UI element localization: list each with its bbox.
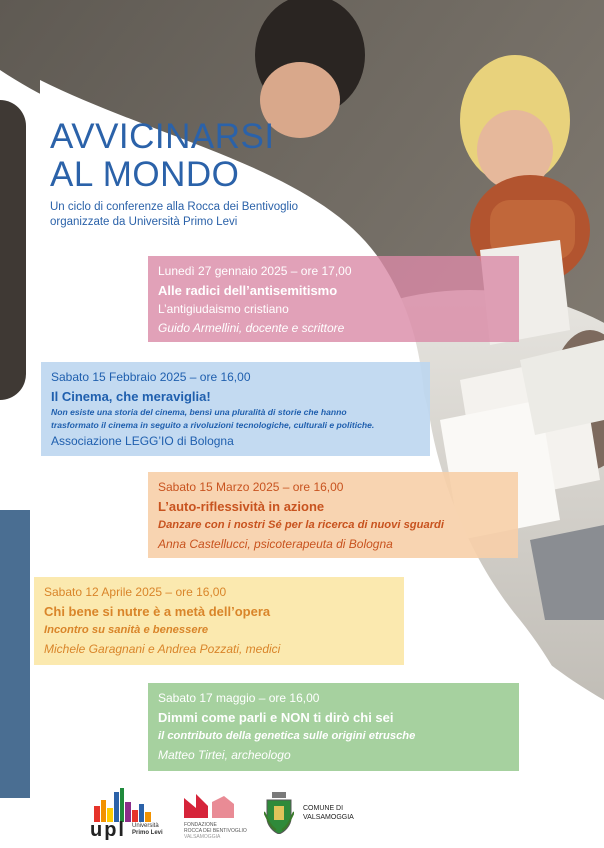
event-4-subtitle: Incontro su sanità e benessere [44,624,209,636]
event-2-title: Il Cinema, che meraviglia! [51,389,211,404]
event-box-1 [148,256,519,342]
event-2-date: Sabato 15 Febbraio 2025 – ore 16,00 [51,370,251,384]
title-line-2: AL MONDO [50,155,240,194]
event-5-date: Sabato 17 maggio – ore 16,00 [158,691,320,705]
event-4-title: Chi bene si nutre è a metà dell’opera [44,604,271,619]
event-box-4 [34,577,404,665]
event-3-date: Sabato 15 Marzo 2025 – ore 16,00 [158,480,344,494]
event-box-2 [41,362,430,456]
event-2-desc-line-2: trasformato il cinema in seguito a rivoluzioni tecnologiche, culturali e politiche. [51,420,375,430]
event-1-title: Alle radici dell’antisemitismo [158,283,338,298]
event-4-date: Sabato 12 Aprile 2025 – ore 16,00 [44,585,227,599]
left-photo-strip-bottom [0,510,30,800]
comune-text [303,804,354,822]
event-3-title: L’auto-riflessività in azione [158,499,325,514]
subtitle-line-1: Un ciclo di conferenze alla Rocca dei Bentivoglio [50,201,299,213]
event-box-3 [148,472,518,558]
fondazione-line-3: VALSAMOGGIA [184,834,221,840]
fondazione-logo-icon [182,794,236,818]
event-box-5 [148,683,519,771]
comune-line-2: VALSAMOGGIA [303,814,354,821]
upl-text-line-2: Primo Levi [132,830,163,836]
poster-title [50,118,275,194]
fondazione-line-2: ROCCA DEI BENTIVOGLIO [184,828,247,834]
event-2-desc-line-1: Non esiste una storia del cinema, bensì una pluralità di storie che hanno [51,407,347,417]
event-3-speaker: Anna Castellucci, psicoterapeuta di Bologna [158,537,393,551]
poster-subtitle [50,200,298,230]
left-photo-strip-top [0,100,26,400]
event-5-speaker: Matteo Tirtei, archeologo [158,748,291,762]
upl-text-line-1: Università [132,823,159,829]
event-4-speaker: Michele Garagnani e Andrea Pozzati, medici [44,642,281,656]
event-2-speaker: Associazione LEGG’IO di Bologna [51,434,234,448]
event-3-subtitle: Danzare con i nostri Sé per la ricerca di nuovi sguardi [158,519,444,531]
subtitle-line-2: organizzate da Università Primo Levi [50,216,238,228]
fondazione-line-1: FONDAZIONE [184,822,217,828]
title-line-1: AVVICINARSI [50,117,275,156]
comune-line-1: COMUNE DI [303,805,344,812]
event-5-subtitle: il contributo della genetica sulle origini etrusche [158,730,416,742]
comune-crest-icon [264,792,294,834]
sponsor-logos [0,786,604,848]
event-1-speaker: Guido Armellini, docente e scrittore [158,321,345,335]
upl-letters: upl [90,819,126,841]
upl-skyline-icon [92,788,162,822]
event-1-date: Lunedì 27 gennaio 2025 – ore 17,00 [158,264,352,278]
upl-text [132,823,163,837]
event-5-title: Dimmi come parli e NON ti dirò chi sei [158,710,394,725]
event-1-subtitle: L’antigiudaismo cristiano [158,302,289,316]
fondazione-text [184,822,247,840]
